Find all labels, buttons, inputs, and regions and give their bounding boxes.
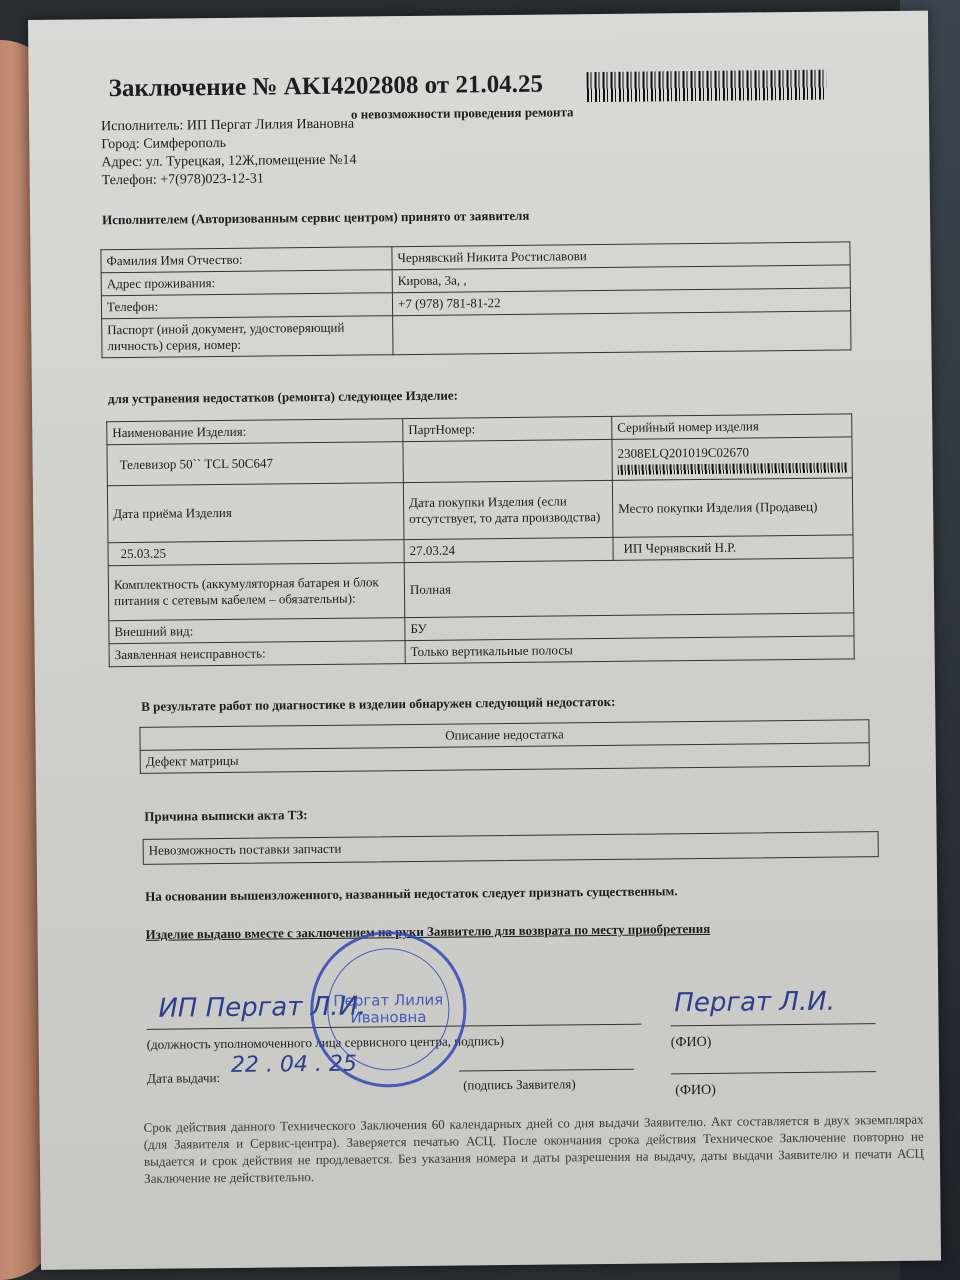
kit-value: Полная — [404, 558, 854, 618]
executor-address: Адрес: ул. Турецкая, 12Ж,помещение №14 — [101, 152, 357, 171]
fault-value: Только вертикальные полосы — [405, 636, 854, 664]
product-name-value: Телевизор 50`` TCL 50C647 — [107, 442, 403, 486]
product-table — [106, 413, 855, 667]
fio-line-2 — [671, 1071, 876, 1074]
company-stamp — [310, 930, 468, 1088]
table-row — [107, 478, 853, 543]
document-title: Заключение № AKI4202808 от 21.04.25 — [108, 70, 544, 103]
fio-label-2: (ФИО) — [675, 1082, 716, 1099]
handwritten-date: 22 . 04 . 25 — [230, 1051, 358, 1078]
product-heading: для устранения недостатков (ремонта) следующее Изделие: — [107, 387, 459, 407]
applicant-sign-label: (подпись Заявителя) — [463, 1076, 576, 1093]
appearance-label: Внешний вид: — [109, 618, 405, 644]
applicant-label: Телефон: — [101, 293, 392, 319]
executor-phone: Телефон: +7(978)023-12-31 — [101, 171, 264, 189]
serial-barcode — [618, 462, 847, 474]
executor-name: Исполнитель: ИП Пергат Лилия Ивановна — [101, 116, 355, 135]
stamp-name: Пергат Лилия Ивановна — [333, 990, 444, 1027]
table-row — [102, 311, 851, 358]
diagnosis-heading: В результате работ по диагностике в изделии обнаружен следующий недостаток: — [141, 693, 616, 714]
receipt-date-value: 25.03.25 — [108, 540, 404, 566]
applicant-table — [100, 241, 851, 358]
fio-line-1 — [671, 1023, 876, 1026]
applicant-label: Фамилия Имя Отчество: — [101, 247, 392, 273]
receipt-date-label: Дата приёма Изделия — [107, 483, 404, 543]
defect-header: Описание недостатка — [140, 720, 869, 751]
part-number-value — [403, 439, 612, 482]
serial-label: Серийный номер изделия — [612, 414, 852, 440]
document-subtitle: о невозможности проведения ремонта — [350, 104, 574, 122]
kit-label: Комплектность (аккумуляторная батарея и блок питания с сетевым кабелем – обязательны): — [108, 563, 405, 621]
defect-value: Дефект матрицы — [140, 743, 869, 774]
purchase-date-label: Дата покупки Изделия (если отсутствует, то дата производства) — [403, 480, 613, 539]
document-sheet — [28, 11, 941, 1270]
barcode — [587, 70, 827, 103]
executor-city: Город: Симферополь — [101, 135, 227, 153]
table-row — [108, 558, 854, 621]
handwritten-fio: Пергат Л.И. — [674, 986, 836, 1019]
appearance-value: БУ — [405, 613, 854, 641]
returned-text: Изделие выдано вместе с заключением на руки Заявителю для возврата по месту приобретения — [145, 920, 711, 942]
position-label: (должность уполномоченного лица сервисного центра, подпись) — [146, 1033, 504, 1052]
product-name-label: Наименование Изделия: — [107, 419, 403, 445]
reason-heading: Причина выписки акта ТЗ: — [144, 807, 308, 824]
issue-date-label: Дата выдачи: — [147, 1070, 221, 1086]
applicant-value: Чернявский Никита Ростиславови — [392, 242, 850, 270]
handwritten-position: ИП Пергат Л.И. — [158, 991, 367, 1024]
reason-value: Невозможность поставки запчасти — [143, 831, 879, 865]
part-number-label: ПартНомер: — [403, 416, 612, 441]
conclusion-text: На основании вышеизложенного, названный недостаток следует признать существенным. — [145, 883, 678, 904]
applicant-signature-line — [459, 1069, 634, 1072]
applicant-value — [393, 311, 851, 355]
purchase-place-label: Место покупки Изделия (Продавец) — [612, 478, 853, 538]
purchase-date-value: 27.03.24 — [404, 537, 613, 562]
footer-note: Срок действия данного Технического Заключения 60 календарных дней со дня выдачи Заявителю. Акт составляется в двух экземплярах (для Заявителя и Сервис-центра). Заверяется печатью АСЦ. После окончания срока действия Техническое Заключение повторно не выдается и срок действия не продлевается. Без указания номера и даты разрешения на выдачу, даты выдачи Заявителю и печати АСЦ Заключение не действительно. — [143, 1111, 924, 1186]
fault-label: Заявленная неисправность: — [109, 641, 405, 667]
applicant-label: Адрес проживания: — [101, 270, 392, 296]
fio-label-1: (ФИО) — [670, 1034, 712, 1051]
serial-value — [612, 437, 852, 481]
serial-value-text: 2308ELQ201019C02670 — [617, 443, 750, 461]
applicant-label: Паспорт (иной документ, удостоверяющий личность) серия, номер: — [102, 316, 393, 358]
received-heading: Исполнителем (Авторизованным сервис центром) принято от заявителя — [102, 207, 530, 228]
applicant-value: +7 (978) 781-81-22 — [392, 288, 850, 316]
applicant-value: Кирова, 3а, , — [392, 265, 850, 293]
purchase-place-value: ИП Чернявский Н.Р. — [613, 535, 853, 561]
defect-table — [139, 719, 869, 774]
